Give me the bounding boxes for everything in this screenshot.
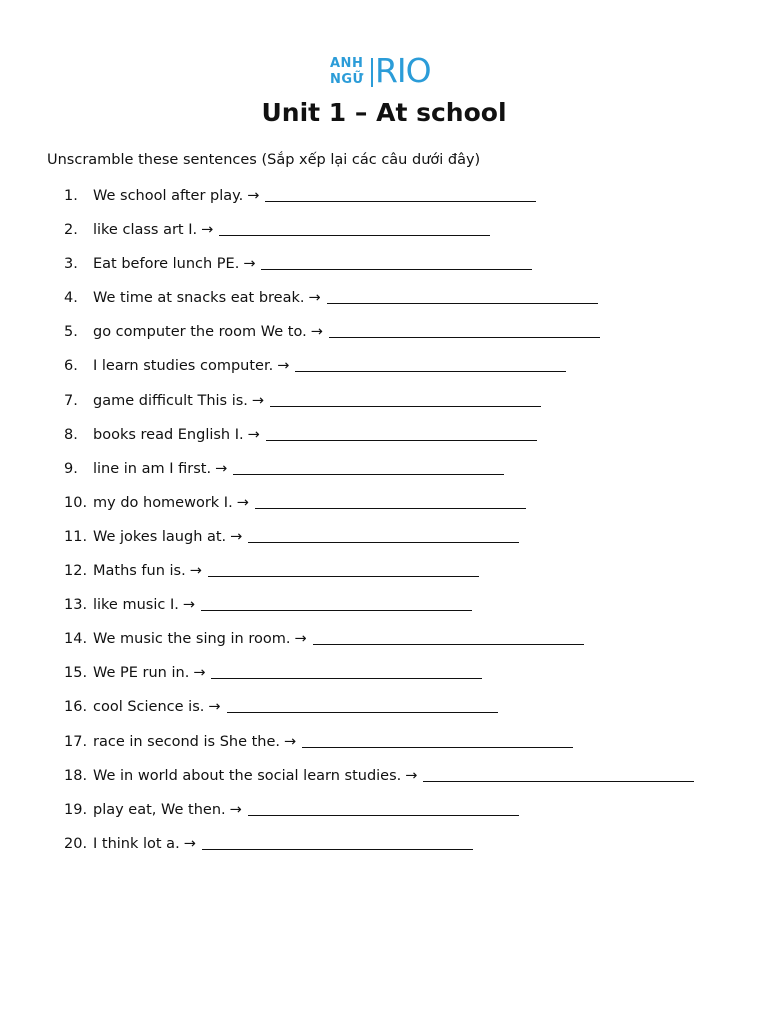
page-title: Unit 1 – At school xyxy=(261,98,507,127)
scrambled-sentence xyxy=(93,698,498,716)
arrow-icon: → xyxy=(284,733,297,750)
answer-blank-line[interactable] xyxy=(327,302,598,304)
item-number: 17. xyxy=(64,733,88,750)
item-number: 18. xyxy=(64,767,88,784)
arrow-icon: → xyxy=(182,597,195,614)
sentence-text: books read English I. xyxy=(93,426,244,443)
arrow-icon: → xyxy=(247,426,260,443)
item-number: 14. xyxy=(64,631,88,648)
answer-blank-line[interactable] xyxy=(270,405,541,407)
scrambled-sentence xyxy=(93,357,566,375)
logo-brand: RIO xyxy=(375,51,431,90)
answer-blank-line[interactable] xyxy=(233,473,504,475)
arrow-icon: → xyxy=(183,835,196,852)
scrambled-sentence xyxy=(93,323,600,341)
answer-blank-line[interactable] xyxy=(295,370,566,372)
sentence-text: We school after play. xyxy=(93,188,244,204)
item-number: 2. xyxy=(64,222,78,239)
answer-blank-line[interactable] xyxy=(227,711,498,713)
scrambled-sentence xyxy=(93,289,598,307)
answer-blank-line[interactable] xyxy=(208,575,479,577)
arrow-icon: → xyxy=(229,801,242,818)
sentence-text: We in world about the social learn studies. xyxy=(93,767,402,784)
arrow-icon: → xyxy=(236,494,249,511)
scrambled-sentence xyxy=(93,835,473,853)
scrambled-sentence xyxy=(93,767,694,785)
sentence-text: I learn studies computer. xyxy=(93,358,274,375)
item-number: 9. xyxy=(64,460,78,477)
scrambled-sentence xyxy=(93,664,482,682)
sentence-text: We jokes laugh at. xyxy=(93,528,227,545)
scrambled-sentence xyxy=(93,596,472,614)
sentence-text: go computer the room We to. xyxy=(93,324,307,341)
sentence-text: race in second is She the. xyxy=(93,733,281,750)
logo-divider xyxy=(371,58,373,87)
answer-blank-line[interactable] xyxy=(302,746,573,748)
sentence-text: We PE run in. xyxy=(93,665,190,682)
arrow-icon: → xyxy=(215,460,228,477)
instruction-text: Unscramble these sentences (Sắp xếp lại các câu dưới đây) xyxy=(47,152,481,168)
arrow-icon: → xyxy=(201,222,214,239)
item-number: 15. xyxy=(64,665,88,682)
sentence-text: line in am I first. xyxy=(93,460,212,477)
item-number: 3. xyxy=(64,256,78,273)
item-number: 8. xyxy=(64,426,78,443)
scrambled-sentence xyxy=(93,562,479,580)
item-number: 6. xyxy=(64,358,78,375)
item-number: 16. xyxy=(64,699,88,716)
sentence-text: my do homework I. xyxy=(93,494,233,511)
arrow-icon: → xyxy=(208,699,221,716)
arrow-icon: → xyxy=(308,290,321,307)
scrambled-sentence xyxy=(93,392,541,410)
scrambled-sentence xyxy=(93,460,504,478)
item-number: 12. xyxy=(64,563,88,580)
sentence-text: Maths fun is. xyxy=(93,563,186,580)
item-number: 13. xyxy=(64,597,88,614)
scrambled-sentence xyxy=(93,733,573,751)
sentence-text: play eat, We then. xyxy=(93,801,226,818)
scrambled-sentence xyxy=(93,255,532,273)
answer-blank-line[interactable] xyxy=(201,609,472,611)
item-number: 4. xyxy=(64,290,78,307)
answer-blank-line[interactable] xyxy=(266,439,537,441)
answer-blank-line[interactable] xyxy=(219,234,490,236)
arrow-icon: → xyxy=(193,665,206,682)
item-number: 20. xyxy=(64,835,88,852)
item-number: 10. xyxy=(64,494,88,511)
answer-blank-line[interactable] xyxy=(261,268,532,270)
arrow-icon: → xyxy=(277,358,290,375)
sentence-text: game difficult This is. xyxy=(93,392,248,409)
scrambled-sentence xyxy=(93,426,537,444)
arrow-icon: → xyxy=(294,631,307,648)
answer-blank-line[interactable] xyxy=(255,507,526,509)
answer-blank-line[interactable] xyxy=(202,848,473,850)
logo-line1: ANH xyxy=(330,56,364,71)
answer-blank-line[interactable] xyxy=(248,814,519,816)
arrow-icon: → xyxy=(230,528,243,545)
scrambled-sentence xyxy=(93,801,519,819)
item-number: 1. xyxy=(64,188,78,204)
sentence-text: Eat before lunch PE. xyxy=(93,256,240,273)
scrambled-sentence xyxy=(93,221,490,239)
sentence-text: like music I. xyxy=(93,597,179,614)
answer-blank-line[interactable] xyxy=(211,677,482,679)
answer-blank-line[interactable] xyxy=(423,780,694,782)
arrow-icon: → xyxy=(247,188,260,204)
sentence-text: We time at snacks eat break. xyxy=(93,290,305,307)
arrow-icon: → xyxy=(251,392,265,409)
sentence-text: I think lot a. xyxy=(93,835,180,852)
arrow-icon: → xyxy=(243,256,256,273)
answer-blank-line[interactable] xyxy=(265,200,536,202)
anh-ngu-rio-logo xyxy=(329,51,441,91)
answer-blank-line[interactable] xyxy=(329,336,600,338)
logo-line2: NGỮ xyxy=(330,72,364,87)
scrambled-sentence xyxy=(93,494,526,512)
arrow-icon: → xyxy=(189,563,202,580)
scrambled-sentence xyxy=(93,630,584,648)
item-number: 11. xyxy=(64,528,88,545)
scrambled-sentence xyxy=(93,187,536,205)
sentence-text: like class art I. xyxy=(93,222,198,239)
item-number: 5. xyxy=(64,324,78,341)
arrow-icon: → xyxy=(310,324,323,341)
scrambled-sentence xyxy=(93,528,519,546)
answer-blank-line[interactable] xyxy=(248,541,519,543)
item-number: 7. xyxy=(64,392,78,409)
arrow-icon: → xyxy=(405,767,418,784)
answer-blank-line[interactable] xyxy=(313,643,584,645)
sentence-text: We music the sing in room. xyxy=(93,631,291,648)
item-number: 19. xyxy=(64,801,88,818)
sentence-text: cool Science is. xyxy=(93,699,205,716)
